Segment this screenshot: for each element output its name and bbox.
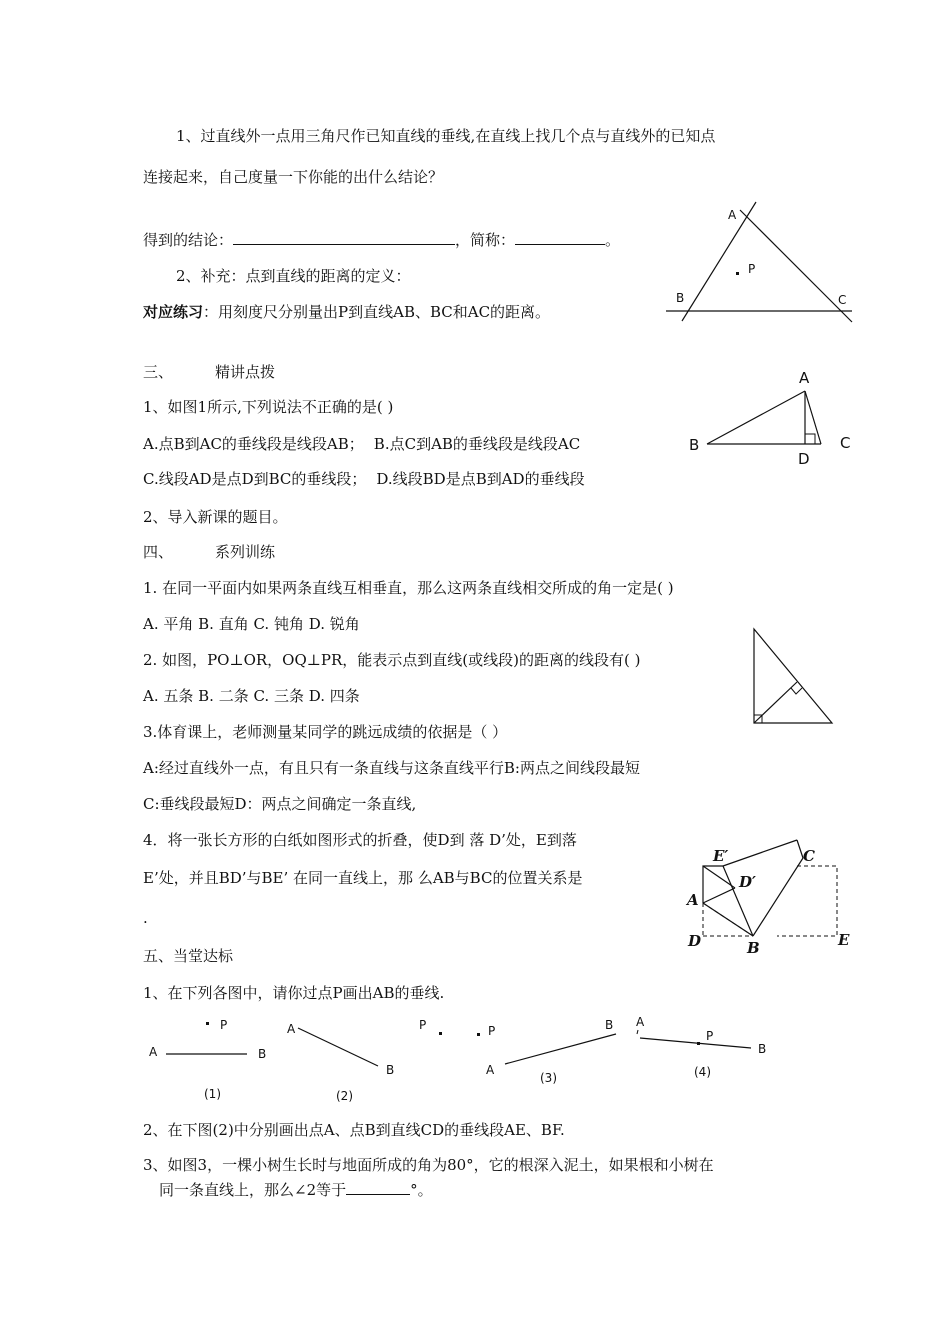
label-c: C: [840, 434, 851, 452]
segment-ba: [707, 391, 805, 444]
folded-paper-figure: [685, 840, 855, 955]
figure-1-exercise: [149, 1018, 266, 1101]
figure-1-right-triangle: [685, 365, 860, 470]
section-3-question-2: 2、导入新课的题目。: [143, 508, 288, 526]
option-c: C.线段AD是点D到BC的垂线段；: [143, 470, 367, 488]
practice-text: ：用刻度尺分别量出P到直线AB、BC和AC的距离。: [203, 303, 551, 321]
label-a: A: [728, 208, 737, 222]
right-angle-mark: [805, 434, 815, 444]
section-4-question-2-options: A. 五条 B. 二条 C. 三条 D. 四条: [143, 687, 360, 705]
section-4-title: 系列训练: [215, 543, 276, 561]
label-e-prime: E′: [713, 847, 729, 865]
section-3-heading: [143, 362, 275, 382]
question-1-line-2: 连接起来，自己度量一下你能的出什么结论？: [143, 168, 444, 186]
conclusion-label: 得到的结论：: [143, 231, 234, 249]
label-b-3: B: [605, 1018, 614, 1032]
section-3-options-ab: [143, 434, 580, 454]
section-3-number: 三、: [143, 363, 174, 381]
edge-ae: [703, 866, 723, 903]
point-3b: [477, 1033, 480, 1036]
figure-3-exercise: [419, 1018, 616, 1085]
point-p-1: [206, 1022, 209, 1025]
triangle-abc-figure: [660, 200, 860, 325]
conclusion-line: [143, 230, 620, 250]
section-4-question-2: 2. 如图，PO⊥OR，OQ⊥PR，能表示点到直线(或线段)的距离的线段有( ): [143, 651, 641, 669]
segment-bc: [753, 858, 803, 936]
section-4-question-1: 1. 在同一平面内如果两条直线互相垂直，那么这两条直线相交所成的角一定是( ): [143, 579, 674, 597]
option-d: D.线段BD是点B到AD的垂线段: [376, 470, 585, 488]
section-4-number: 四、: [143, 543, 174, 561]
segment-ab-4: [640, 1038, 751, 1048]
practice-label: 对应练习: [143, 303, 204, 321]
conclusion-blank[interactable]: [233, 230, 455, 245]
segment-ad-prime: [703, 888, 735, 903]
segment-oq: [754, 682, 797, 723]
edge-e-top: [723, 840, 797, 866]
section-4-question-1-options: A. 平角 B. 直角 C. 钝角 D. 锐角: [143, 615, 360, 633]
label-a-1: A: [149, 1045, 158, 1059]
line-ac: [740, 210, 852, 322]
figure-2-exercise: [287, 1022, 394, 1103]
segment-e-d-prime: [703, 866, 735, 888]
label-a: A: [799, 369, 810, 387]
section-5-question-3-line-2: [159, 1180, 433, 1200]
segment-ab-2: [298, 1028, 378, 1066]
label-p-4: P: [706, 1029, 714, 1043]
label-a-3: A: [486, 1063, 495, 1077]
question-3-text: 同一条直线上，那么∠2等于: [159, 1181, 347, 1199]
point-p: [736, 272, 739, 275]
section-4-question-3-options-cd: C:垂线段最短D：两点之间确定一条直线,: [143, 795, 417, 813]
section-5-question-1: 1、在下列各图中，请你过点P画出AB的垂线.: [143, 984, 445, 1002]
segment-ab-3: [505, 1034, 616, 1064]
label-d-prime: D′: [739, 873, 756, 891]
section-3-question-1: 1、如图1所示,下列说法不正确的是( ): [143, 398, 394, 416]
section-4-question-4-line-2: E’处，并且BD’与BE’ 在同一直线上，那 么AB与BC的位置关系是: [143, 869, 583, 887]
label-a-4: A: [636, 1015, 645, 1029]
right-angle-mark-q: [791, 688, 802, 694]
option-b: B.点C到AB的垂线段是线段AC: [373, 435, 581, 453]
label-p-1: P: [220, 1018, 228, 1032]
section-4-question-4-line-1: 4．将一张长方形的白纸如图形式的折叠，使D到 落 D’处，E到落: [143, 831, 577, 849]
label-b: B: [689, 436, 700, 454]
question-2-supplement: 2、补充：点到直线的距离的定义：: [176, 267, 411, 285]
figure-4-exercise: [636, 1015, 766, 1079]
exercise-figures-row: [140, 1008, 790, 1103]
label-p-3a: P: [419, 1018, 427, 1032]
section-5-question-2: 2、在下图(2)中分别画出点A、点B到直线CD的垂线段AE、BF.: [143, 1121, 565, 1139]
section-5-heading: 五、当堂达标: [143, 947, 234, 965]
label-p-3b: P: [488, 1024, 496, 1038]
original-rectangle-right: [777, 866, 837, 936]
label-b-2: B: [386, 1063, 395, 1077]
triangle-por: [754, 629, 832, 723]
label-a-2: A: [287, 1022, 296, 1036]
line-ab: [682, 202, 756, 321]
label-e: E: [838, 931, 850, 949]
caption-2: (2): [336, 1089, 353, 1103]
angle-answer-blank[interactable]: [346, 1180, 410, 1195]
section-3-title: 精讲点拨: [215, 363, 276, 381]
caption-3: (3): [540, 1071, 557, 1085]
section-5-question-3-line-1: 3、如图3，一棵小树生长时与地面所成的角为80°，它的根深入泥土，如果根和小树在: [143, 1156, 714, 1174]
label-c: C: [803, 847, 815, 865]
label-d: D: [798, 450, 810, 468]
practice-line: [143, 302, 550, 322]
tick-a-4: [637, 1030, 638, 1034]
label-a: A: [687, 891, 699, 909]
figure-po-or-triangle: [750, 625, 835, 725]
short-name-blank[interactable]: [515, 230, 605, 245]
degree-end: °。: [410, 1181, 433, 1199]
option-a: A.点B到AC的垂线段是线段AB；: [143, 435, 364, 453]
short-name-label: ，简称：: [455, 231, 516, 249]
section-4-question-3: 3.体育课上，老师测量某同学的跳远成绩的依据是（ ）: [143, 723, 508, 741]
section-4-heading: [143, 542, 275, 562]
point-p-4: [697, 1042, 700, 1045]
section-4-question-4-line-3: .: [143, 909, 148, 927]
label-b: B: [676, 291, 685, 305]
label-c: C: [838, 293, 847, 307]
section-3-options-cd: [143, 469, 585, 489]
label-p: P: [748, 262, 756, 276]
end-mark: 。: [605, 231, 621, 249]
segment-ac: [805, 391, 821, 444]
caption-1: (1): [204, 1087, 221, 1101]
point-3a: [439, 1032, 442, 1035]
label-b-1: B: [258, 1047, 267, 1061]
label-b-4: B: [758, 1042, 767, 1056]
label-d: D: [688, 932, 702, 950]
label-b: B: [747, 939, 760, 957]
section-4-question-3-options-ab: A:经过直线外一点，有且只有一条直线与这条直线平行B:两点之间线段最短: [143, 759, 640, 777]
caption-4: (4): [694, 1065, 711, 1079]
question-1-line-1: 1、过直线外一点用三角尺作已知直线的垂线,在直线上找几个点与直线外的已知点: [176, 127, 716, 145]
